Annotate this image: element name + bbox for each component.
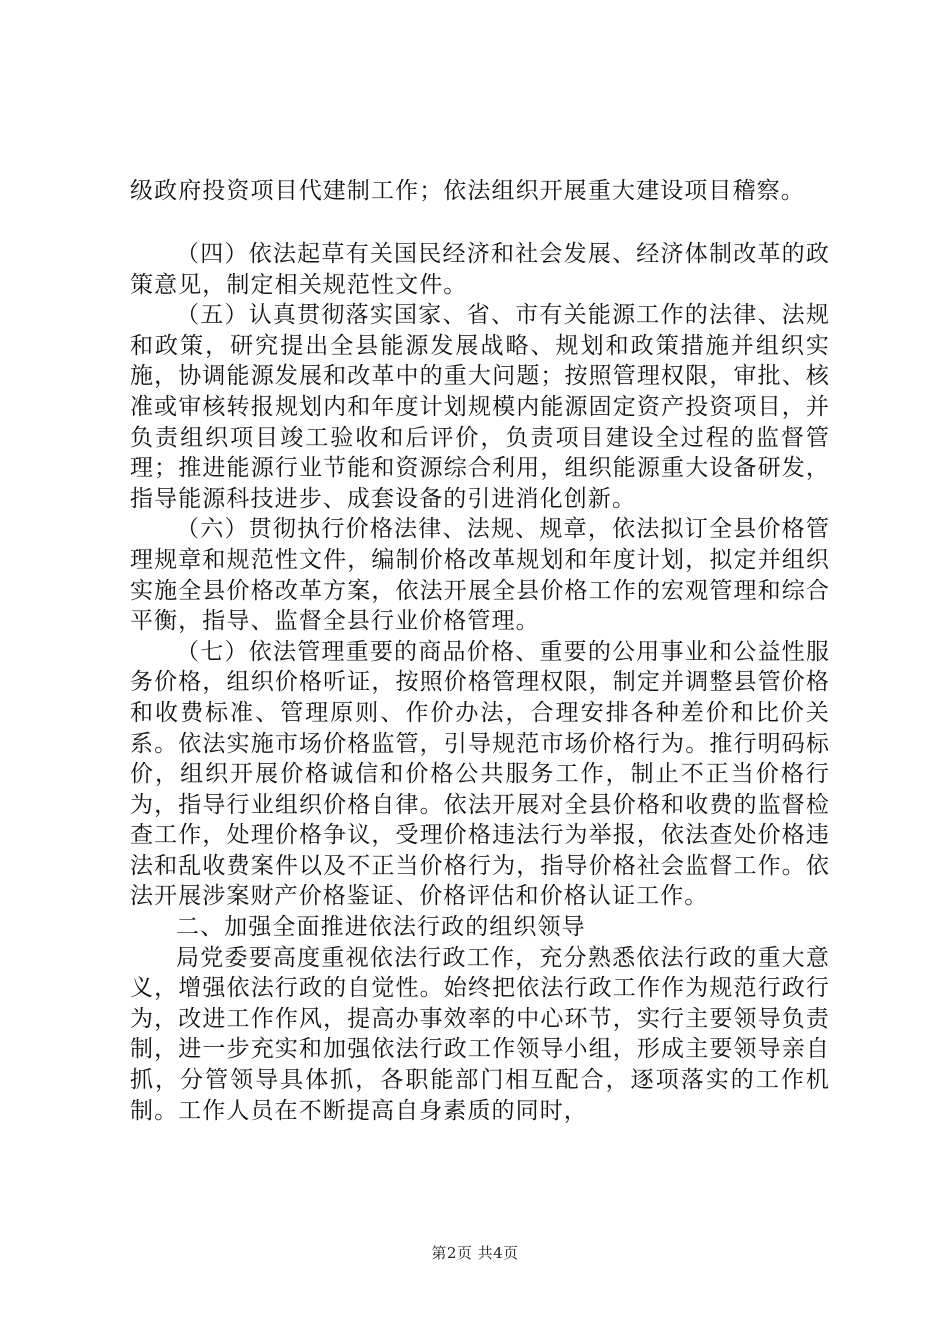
paragraph-6: （六）贯彻执行价格法律、法规、规章，依法拟订全县价格管理规章和规范性文件，编制价格改革规划和年度计划，拟定并组织实施全县价格改革方案，依法开展全县价格工作的宏观管理和综合平衡，指导、监督全县行业价格管理。: [130, 516, 830, 635]
continued-line: 级政府投资项目代建制工作；依法组织开展重大建设项目稽察。: [130, 178, 805, 204]
page-number-footer: 第2页 共4页: [431, 1244, 519, 1262]
section-paragraph: 局党委要高度重视依法行政工作，充分熟悉依法行政的重大意义，增强依法行政的自觉性。始终把依法行政工作作为规范行政行为，改进工作作风，提高办事效率的中心环节，实行主要领导负责制，进一步充实和加强依法行政工作领导小组，形成主要领导亲自抓，分管领导具体抓，各职能部门相互配合，逐项落实的工作机制。工作人员在不断提高自身素质的同时，: [130, 944, 830, 1124]
document-body: [130, 239, 830, 1126]
paragraph-4: （四）依法起草有关国民经济和社会发展、经济体制改革的政策意见，制定相关规范性文件。: [130, 241, 830, 298]
section-heading: 二、加强全面推进依法行政的组织领导: [176, 914, 586, 941]
paragraph-5: （五）认真贯彻落实国家、省、市有关能源工作的法律、法规和政策，研究提出全县能源发展战略、规划和政策措施并组织实施，协调能源发展和改革中的重大问题；按照管理权限，审批、核准或审核转报规划内和年度计划规模内能源固定资产投资项目，并负责组织项目竣工验收和后评价，负责项目建设全过程的监督管理；推进能源行业节能和资源综合利用，组织能源重大设备研发，指导能源科技进步、成套设备的引进消化创新。: [130, 302, 830, 512]
paragraph-7: （七）依法管理重要的商品价格、重要的公用事业和公益性服务价格，组织价格听证，按照价格管理权限，制定并调整县管价格和收费标准、管理原则、作价办法，合理安排各种差价和比价关系。依法实施市场价格监管，引导规范市场价格行为。推行明码标价，组织开展价格诚信和价格公共服务工作，制止不正当价格行为，指导行业组织价格自律。依法开展对全县价格和收费的监督检查工作，处理价格争议，受理价格违法行为举报，依法查处价格违法和乱收费案件以及不正当价格行为，指导价格社会监督工作。依法开展涉案财产价格鉴证、价格评估和价格认证工作。: [130, 638, 830, 910]
